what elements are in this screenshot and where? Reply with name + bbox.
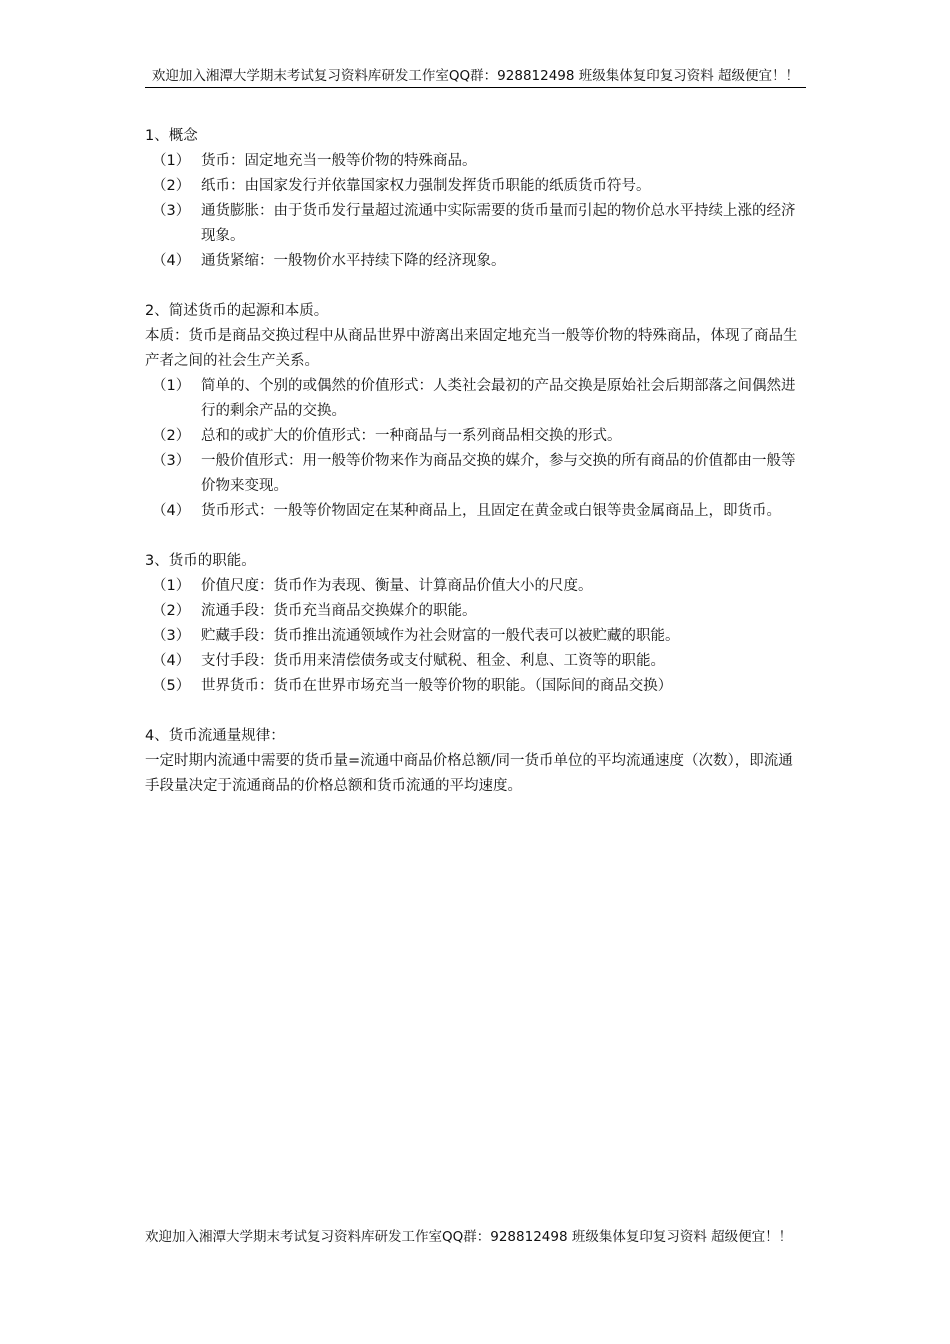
list-item — [145, 649, 806, 674]
section-intro: 本质：货币是商品交换过程中从商品世界中游离出来固定地充当一般等价物的特殊商品，体现了商品生产者之间的社会生产关系。 — [145, 328, 798, 369]
list-item — [145, 374, 806, 424]
item-text: 一般价值形式：用一般等价物来作为商品交换的媒介，参与交换的所有商品的价值都由一般等价物来变现。 — [201, 453, 796, 494]
item-text: 通货紧缩：一般物价水平持续下降的经济现象。 — [201, 253, 506, 269]
item-text: 世界货币：货币在世界市场充当一般等价物的职能。（国际间的商品交换） — [201, 678, 673, 694]
concept-list — [145, 149, 806, 274]
item-number: （1） — [152, 578, 191, 594]
section-concepts — [145, 124, 806, 274]
document-body — [145, 124, 806, 799]
list-item — [145, 449, 806, 499]
item-number: （2） — [152, 178, 191, 194]
function-list — [145, 574, 806, 699]
list-item — [145, 599, 806, 624]
list-item — [145, 499, 806, 524]
item-text: 贮藏手段：货币推出流通领域作为社会财富的一般代表可以被贮藏的职能。 — [201, 628, 680, 644]
item-number: （4） — [152, 653, 191, 669]
list-item — [145, 424, 806, 449]
section-origin — [145, 299, 806, 524]
section-heading: 1、概念 — [145, 128, 198, 144]
list-item — [145, 249, 806, 274]
item-number: （2） — [152, 603, 191, 619]
section-heading: 3、货币的职能。 — [145, 553, 256, 569]
list-item — [145, 574, 806, 599]
page-header: 欢迎加入湘潭大学期末考试复习资料库研发工作室QQ群：928812498 班级集体复印复习资料 超级便宜！！ — [145, 66, 806, 88]
section-body: 一定时期内流通中需要的货币量=流通中商品价格总额/同一货币单位的平均流通速度（次数），即流通手段量决定于流通商品的价格总额和货币流通的平均速度。 — [145, 753, 793, 794]
item-number: （3） — [152, 628, 191, 644]
item-number: （4） — [152, 253, 191, 269]
item-text: 流通手段：货币充当商品交换媒介的职能。 — [201, 603, 477, 619]
list-item — [145, 149, 806, 174]
list-item — [145, 174, 806, 199]
item-number: （4） — [152, 503, 191, 519]
list-item — [145, 674, 806, 699]
value-form-list — [145, 374, 806, 524]
item-text: 支付手段：货币用来清偿债务或支付赋税、租金、利息、工资等的职能。 — [201, 653, 665, 669]
item-number: （3） — [152, 453, 191, 469]
section-circulation-law — [145, 724, 806, 799]
item-text: 简单的、个别的或偶然的价值形式：人类社会最初的产品交换是原始社会后期部落之间偶然进行的剩余产品的交换。 — [201, 378, 796, 419]
section-heading: 2、简述货币的起源和本质。 — [145, 303, 329, 319]
section-functions — [145, 549, 806, 699]
item-text: 纸币：由国家发行并依靠国家权力强制发挥货币职能的纸质货币符号。 — [201, 178, 651, 194]
section-heading: 4、货币流通量规律： — [145, 728, 285, 744]
item-number: （1） — [152, 378, 191, 394]
item-number: （2） — [152, 428, 191, 444]
page-footer: 欢迎加入湘潭大学期末考试复习资料库研发工作室QQ群：928812498 班级集体复印复习资料 超级便宜！！ — [145, 1229, 793, 1245]
item-text: 货币：固定地充当一般等价物的特殊商品。 — [201, 153, 477, 169]
list-item — [145, 199, 806, 249]
item-text: 价值尺度：货币作为表现、衡量、计算商品价值大小的尺度。 — [201, 578, 593, 594]
item-number: （5） — [152, 678, 191, 694]
item-text: 总和的或扩大的价值形式：一种商品与一系列商品相交换的形式。 — [201, 428, 622, 444]
item-number: （3） — [152, 203, 191, 219]
item-number: （1） — [152, 153, 191, 169]
list-item — [145, 624, 806, 649]
item-text: 通货膨胀：由于货币发行量超过流通中实际需要的货币量而引起的物价总水平持续上涨的经济现象。 — [201, 203, 796, 244]
item-text: 货币形式：一般等价物固定在某种商品上，且固定在黄金或白银等贵金属商品上，即货币。 — [201, 503, 781, 519]
